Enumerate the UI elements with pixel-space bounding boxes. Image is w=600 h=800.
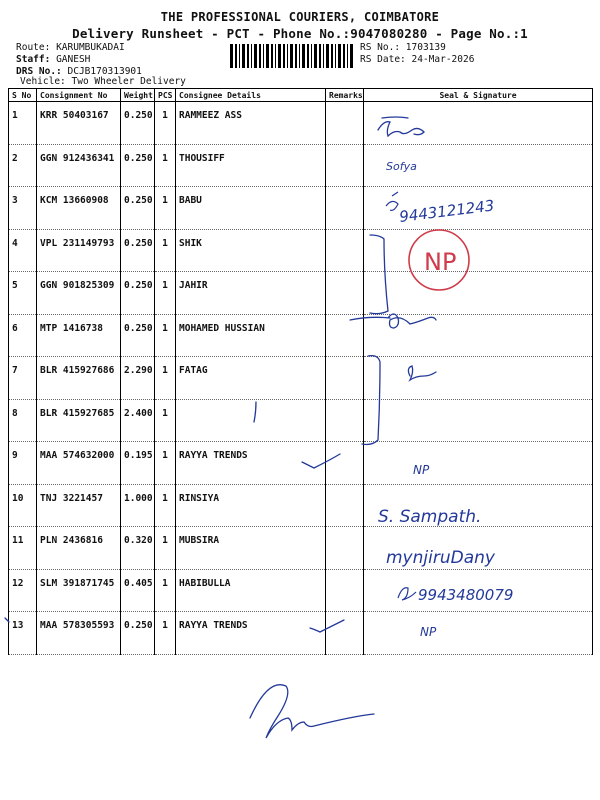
barcode-bar bbox=[283, 44, 285, 68]
cell-remarks bbox=[326, 314, 364, 357]
barcode-bar bbox=[275, 44, 276, 68]
cell-weight: 0.250 bbox=[121, 229, 155, 272]
cell-sno: 6 bbox=[9, 314, 37, 357]
table-row bbox=[9, 314, 593, 357]
cell-weight: 2.400 bbox=[121, 399, 155, 442]
table-row bbox=[9, 527, 593, 570]
cell-weight: 0.405 bbox=[121, 569, 155, 612]
cell-pcs: 1 bbox=[155, 612, 176, 655]
barcode-bar bbox=[254, 44, 257, 68]
handwritten-line2-row11: mynjiruDany bbox=[386, 548, 495, 568]
cell-consignment: GGN 901825309 bbox=[37, 272, 121, 315]
col-remarks: Remarks bbox=[326, 89, 364, 102]
cell-sno: 7 bbox=[9, 357, 37, 400]
cell-remarks bbox=[326, 484, 364, 527]
cell-remarks bbox=[326, 229, 364, 272]
barcode-bar bbox=[311, 44, 312, 68]
cell-consignment: MAA 574632000 bbox=[37, 442, 121, 485]
cell-sno: 12 bbox=[9, 569, 37, 612]
cell-remarks bbox=[326, 399, 364, 442]
cell-weight: 0.250 bbox=[121, 272, 155, 315]
cell-consignee: BABU bbox=[176, 187, 326, 230]
barcode-bar bbox=[287, 44, 288, 68]
cell-consignee: FATAG bbox=[176, 357, 326, 400]
vehicle-line bbox=[20, 76, 186, 87]
table-row bbox=[9, 102, 593, 145]
cell-seal bbox=[364, 527, 593, 570]
cell-pcs: 1 bbox=[155, 187, 176, 230]
col-seal: Seal & Signature bbox=[364, 89, 593, 102]
barcode-bar bbox=[247, 44, 249, 68]
cell-pcs: 1 bbox=[155, 272, 176, 315]
handwritten-sign-row2: Sofya bbox=[386, 160, 417, 173]
table-row bbox=[9, 399, 593, 442]
barcode-bar bbox=[326, 44, 329, 68]
barcode-bar bbox=[239, 44, 240, 68]
cell-pcs: 1 bbox=[155, 357, 176, 400]
cell-sno: 3 bbox=[9, 187, 37, 230]
barcode-bar bbox=[347, 44, 348, 68]
table-row bbox=[9, 442, 593, 485]
cell-sno: 13 bbox=[9, 612, 37, 655]
table-row bbox=[9, 569, 593, 612]
cell-weight: 0.195 bbox=[121, 442, 155, 485]
cell-sno: 4 bbox=[9, 229, 37, 272]
cell-seal bbox=[364, 357, 593, 400]
cell-seal bbox=[364, 442, 593, 485]
cell-consignee: SHIK bbox=[176, 229, 326, 272]
cell-consignment: BLR 415927685 bbox=[37, 399, 121, 442]
barcode-bar bbox=[266, 44, 269, 68]
rs-no-value: 1703139 bbox=[405, 42, 446, 53]
barcode-bar bbox=[338, 44, 341, 68]
cell-sno: 8 bbox=[9, 399, 37, 442]
drs-label: DRS No.: bbox=[16, 66, 62, 77]
barcode-bar bbox=[230, 44, 233, 68]
barcode-bar bbox=[295, 44, 297, 68]
barcode-bar bbox=[331, 44, 333, 68]
cell-consignment: KRR 50403167 bbox=[37, 102, 121, 145]
barcode-bar bbox=[307, 44, 309, 68]
cell-consignment: VPL 231149793 bbox=[37, 229, 121, 272]
cell-pcs: 1 bbox=[155, 102, 176, 145]
cell-consignee: RAYYA TRENDS bbox=[176, 612, 326, 655]
cell-weight: 0.250 bbox=[121, 102, 155, 145]
barcode-bar bbox=[278, 44, 281, 68]
cell-sno: 9 bbox=[9, 442, 37, 485]
barcode-bar bbox=[290, 44, 293, 68]
drs-value: DCJB170313901 bbox=[67, 66, 142, 77]
cell-seal bbox=[364, 187, 593, 230]
barcode bbox=[230, 44, 354, 68]
runsheet-table bbox=[8, 88, 593, 655]
col-sno: S No bbox=[9, 89, 37, 102]
barcode-bar bbox=[350, 44, 353, 68]
table-row bbox=[9, 357, 593, 400]
cell-sno: 10 bbox=[9, 484, 37, 527]
cell-consignee: RAMMEEZ ASS bbox=[176, 102, 326, 145]
cell-remarks bbox=[326, 569, 364, 612]
cell-consignment: MAA 578305593 bbox=[37, 612, 121, 655]
table-row bbox=[9, 272, 593, 315]
staff-value: GANESH bbox=[56, 54, 91, 65]
cell-pcs: 1 bbox=[155, 144, 176, 187]
cell-sno: 1 bbox=[9, 102, 37, 145]
barcode-bar bbox=[259, 44, 261, 68]
route-value: KARUMBUKADAI bbox=[56, 42, 125, 53]
col-consignment: Consignment No bbox=[37, 89, 121, 102]
cell-weight: 1.000 bbox=[121, 484, 155, 527]
cell-weight: 2.290 bbox=[121, 357, 155, 400]
cell-pcs: 1 bbox=[155, 399, 176, 442]
barcode-bar bbox=[319, 44, 321, 68]
cell-consignee: THOUSIFF bbox=[176, 144, 326, 187]
company-title: THE PROFESSIONAL COURIERS, COIMBATORE bbox=[160, 10, 440, 24]
rs-date-label: RS Date: bbox=[360, 54, 406, 65]
cell-consignee: RAYYA TRENDS bbox=[176, 442, 326, 485]
cell-pcs: 1 bbox=[155, 229, 176, 272]
cell-weight: 0.250 bbox=[121, 612, 155, 655]
cell-weight: 0.320 bbox=[121, 527, 155, 570]
cell-consignee: JAHIR bbox=[176, 272, 326, 315]
table-row bbox=[9, 612, 593, 655]
cell-weight: 0.250 bbox=[121, 187, 155, 230]
cell-remarks bbox=[326, 272, 364, 315]
cell-sno: 11 bbox=[9, 527, 37, 570]
cell-remarks bbox=[326, 102, 364, 145]
rs-date-line bbox=[360, 54, 474, 65]
staff-line bbox=[16, 54, 90, 65]
cell-consignment: PLN 2436816 bbox=[37, 527, 121, 570]
cell-consignment: BLR 415927686 bbox=[37, 357, 121, 400]
barcode-bar bbox=[242, 44, 245, 68]
rs-no-line bbox=[360, 42, 446, 53]
cell-pcs: 1 bbox=[155, 314, 176, 357]
cell-seal bbox=[364, 569, 593, 612]
table-row bbox=[9, 229, 593, 272]
runsheet-title: Delivery Runsheet - PCT - Phone No.:9047080280 - Page No.:1 bbox=[72, 26, 528, 41]
col-consignee: Consignee Details bbox=[176, 89, 326, 102]
cell-weight: 0.250 bbox=[121, 314, 155, 357]
barcode-bar bbox=[343, 44, 345, 68]
barcode-bar bbox=[263, 44, 264, 68]
cell-seal bbox=[364, 272, 593, 315]
barcode-bar bbox=[314, 44, 317, 68]
barcode-bar bbox=[299, 44, 300, 68]
cell-remarks bbox=[326, 527, 364, 570]
barcode-bar bbox=[251, 44, 252, 68]
handwritten-mark-row9: NP bbox=[413, 463, 430, 477]
cell-sno: 5 bbox=[9, 272, 37, 315]
barcode-bar bbox=[323, 44, 324, 68]
table-header-row bbox=[9, 89, 593, 102]
cell-consignment: MTP 1416738 bbox=[37, 314, 121, 357]
cell-pcs: 1 bbox=[155, 484, 176, 527]
vehicle-value: Two Wheeler Delivery bbox=[71, 76, 186, 87]
cell-sno: 2 bbox=[9, 144, 37, 187]
cell-consignment: KCM 13660908 bbox=[37, 187, 121, 230]
cell-consignee: RINSIYA bbox=[176, 484, 326, 527]
route-line bbox=[16, 42, 125, 53]
bottom-signature bbox=[250, 685, 374, 738]
np-stamp: NP bbox=[424, 248, 457, 276]
cell-remarks bbox=[326, 612, 364, 655]
cell-consignee: MUBSIRA bbox=[176, 527, 326, 570]
col-weight: Weight bbox=[121, 89, 155, 102]
barcode-bar bbox=[302, 44, 305, 68]
handwritten-phone-row3: 9443121243 bbox=[398, 196, 496, 226]
cell-remarks bbox=[326, 144, 364, 187]
cell-seal bbox=[364, 229, 593, 272]
cell-consignment: GGN 912436341 bbox=[37, 144, 121, 187]
rs-date-value: 24-Mar-2026 bbox=[411, 54, 475, 65]
handwritten-name-row11: S. Sampath. bbox=[378, 507, 482, 527]
staff-label: Staff: bbox=[16, 54, 51, 65]
route-label: Route: bbox=[16, 42, 51, 53]
cell-remarks bbox=[326, 187, 364, 230]
cell-pcs: 1 bbox=[155, 569, 176, 612]
table-row bbox=[9, 144, 593, 187]
rs-no-label: RS No.: bbox=[360, 42, 401, 53]
cell-seal bbox=[364, 314, 593, 357]
cell-pcs: 1 bbox=[155, 442, 176, 485]
cell-remarks bbox=[326, 357, 364, 400]
cell-weight: 0.250 bbox=[121, 144, 155, 187]
cell-seal bbox=[364, 144, 593, 187]
cell-seal bbox=[364, 102, 593, 145]
table-row bbox=[9, 187, 593, 230]
barcode-bar bbox=[271, 44, 273, 68]
cell-consignment: TNJ 3221457 bbox=[37, 484, 121, 527]
cell-consignment: SLM 391871745 bbox=[37, 569, 121, 612]
vehicle-label: Vehicle: bbox=[20, 76, 66, 87]
cell-consignee bbox=[176, 399, 326, 442]
cell-consignee: HABIBULLA bbox=[176, 569, 326, 612]
cell-consignee: MOHAMED HUSSIAN bbox=[176, 314, 326, 357]
cell-remarks bbox=[326, 442, 364, 485]
cell-seal bbox=[364, 399, 593, 442]
handwritten-phone-row12: 9943480079 bbox=[418, 586, 514, 604]
barcode-bar bbox=[335, 44, 336, 68]
barcode-bar bbox=[235, 44, 237, 68]
cell-seal bbox=[364, 612, 593, 655]
cell-seal bbox=[364, 484, 593, 527]
cell-pcs: 1 bbox=[155, 527, 176, 570]
handwritten-mark-row13: NP bbox=[420, 625, 437, 639]
table-row bbox=[9, 484, 593, 527]
col-pcs: PCS bbox=[155, 89, 176, 102]
